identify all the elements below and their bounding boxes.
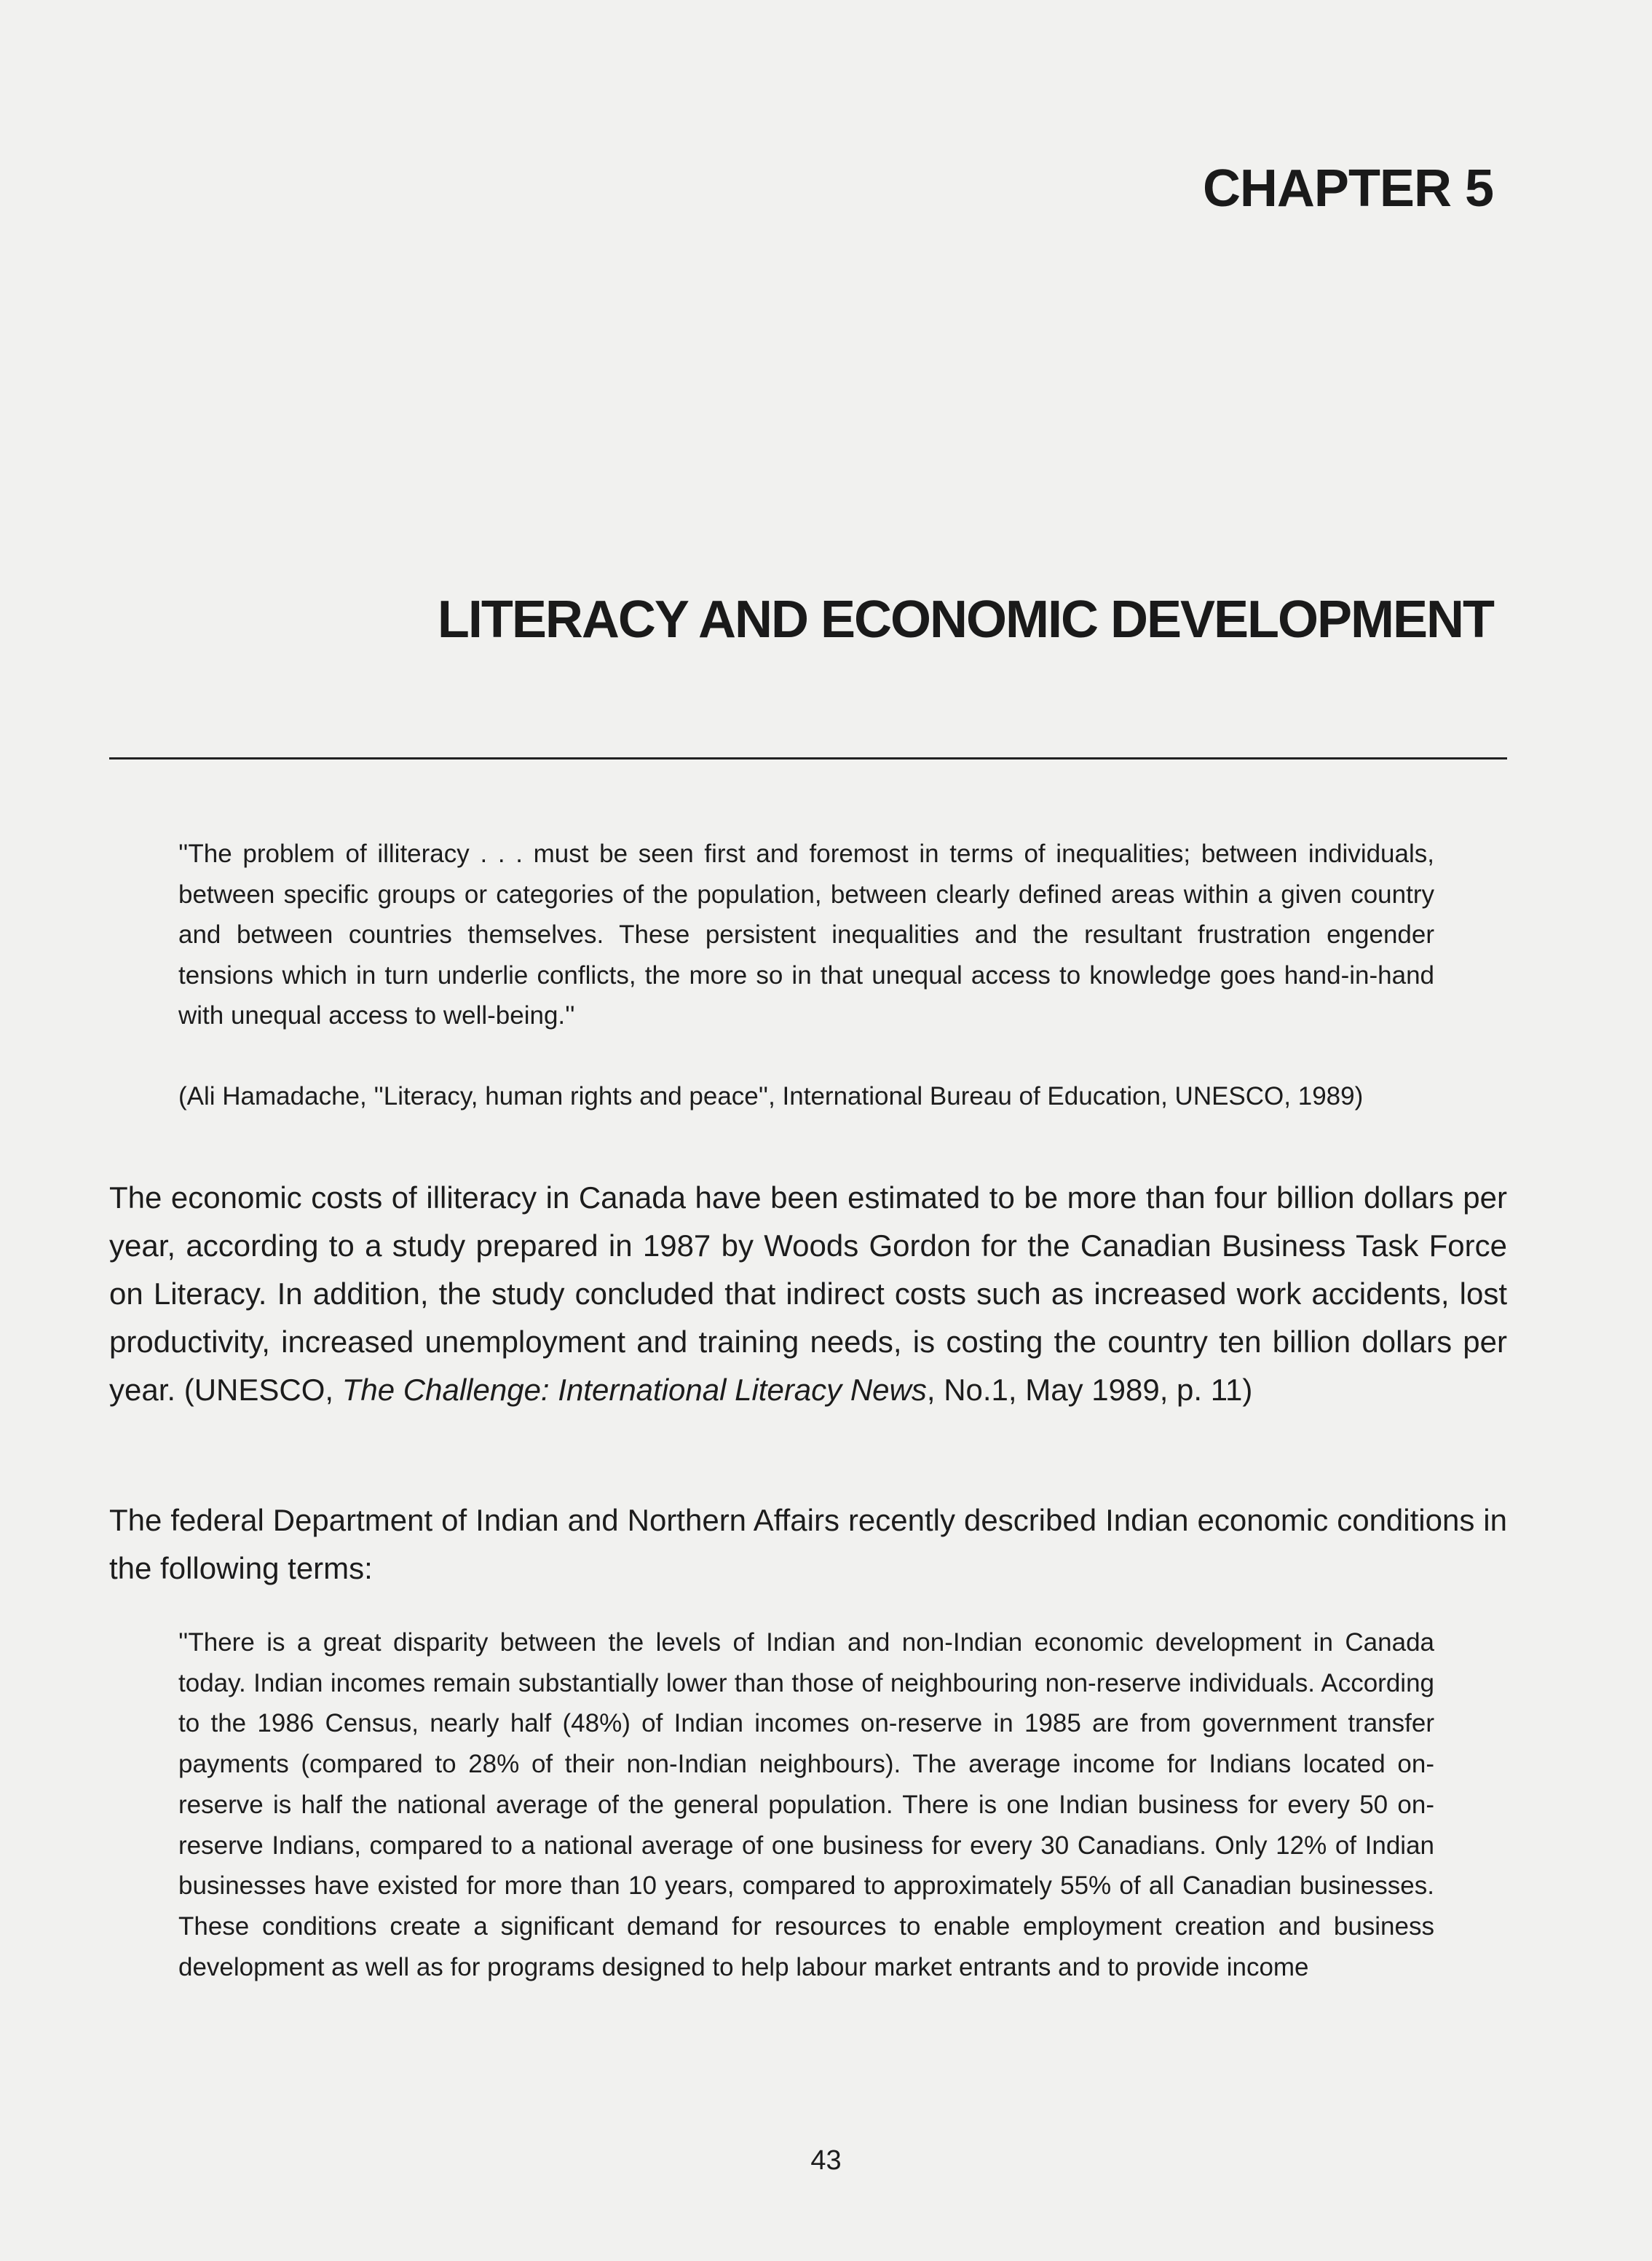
source-title: The Challenge: International Literacy News [341,1373,927,1407]
epigraph-quote: ''The problem of illiteracy . . . must be seen first and foremost in terms of inequalities; between individuals, between specific groups or categories of the population, between clearly defined areas within a given country and between countries themselves. These persistent inequalities and the resultant frustration engender tensions which in turn underlie conflicts, the more so in that unequal access to knowledge goes hand-in-hand with unequal access to well-being.'' [178,840,1434,1030]
epigraph-citation: (Ali Hamadache, ''Literacy, human rights and peace'', International Bureau of Education, UNESCO, 1989) [178,1082,1364,1110]
chapter-label: CHAPTER 5 [1202,159,1493,218]
paragraph-text: The economic costs of illiteracy in Canada have been estimated to be more than four billion dollars per year, according to a study prepared in 1987 by Woods Gordon for the Canadian Business Task Force on Literacy. In addition, the study concluded that indirect costs such as increased work accidents, lost productivity, increased unemployment and training needs, is costing the country ten billion dollars per year. (UNESCO, [109,1180,1507,1407]
source-details: , No.1, May 1989, p. 11) [926,1373,1253,1407]
body-paragraph-federal: The federal Department of Indian and Northern Affairs recently described Indian economic conditions in the following terms: [109,1503,1507,1585]
title-divider [109,757,1507,759]
body-paragraph-costs [109,1174,1507,1414]
block-quote-indian-economic: ''There is a great disparity between the levels of Indian and non-Indian economic development in Canada today. Indian incomes remain substantially lower than those of neighbouring non-reserve individuals. According to the 1986 Census, nearly half (48%) of Indian incomes on-reserve in 1985 are from government transfer payments (compared to 28% of their non-Indian neighbours). The average income for Indians located on-reserve is half the national average of the general population. There is one Indian business for every 50 on-reserve Indians, compared to a national average of one business for every 30 Canadians. Only 12% of Indian businesses have existed for more than 10 years, compared to approximately 55% of all Canadian businesses. These conditions create a significant demand for resources to enable employment creation and business development as well as for programs designed to help labour market entrants and to provide income [178,1628,1434,1981]
chapter-title: LITERACY AND ECONOMIC DEVELOPMENT [437,591,1493,649]
page-number: 43 [810,2145,842,2176]
